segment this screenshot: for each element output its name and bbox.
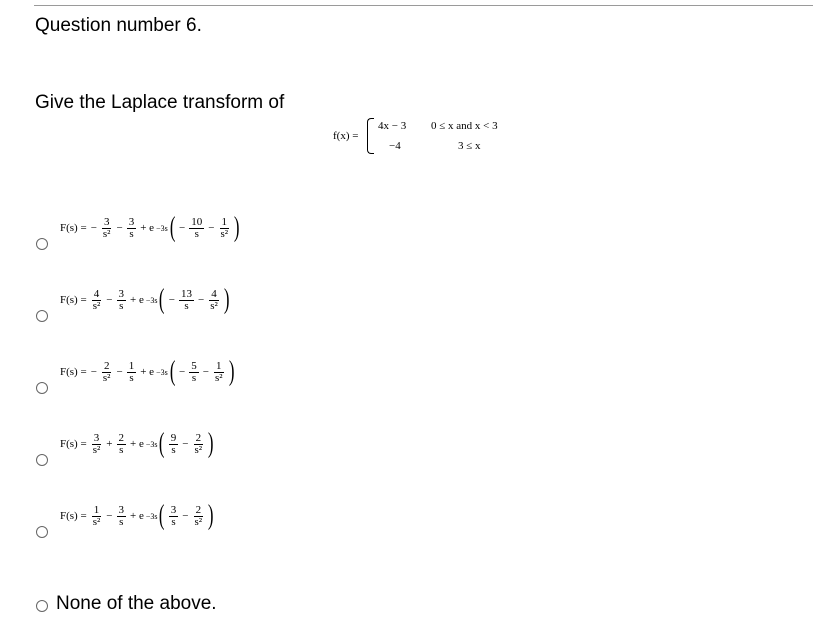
parenthesis: ) [223,284,230,315]
fraction [179,289,194,312]
operator: + e [140,366,155,378]
numerator: 1 [216,359,222,372]
operator: − [106,510,113,522]
fraction [213,361,225,384]
operator: + e [140,222,155,234]
denominator: s² [92,515,101,528]
operator: − [90,222,97,234]
fraction [193,433,205,456]
formula-lhs: F(s) = [60,366,87,378]
numerator: 3 [103,215,110,228]
fraction [169,433,179,456]
option-4-radio[interactable] [36,454,48,466]
operator: + e [130,294,144,306]
numerator: 2 [103,359,110,372]
parenthesis: ) [207,500,214,531]
operator: − [182,510,189,522]
numerator: 3 [93,431,100,444]
option-none-label[interactable]: None of the above. [56,593,217,614]
fraction [91,289,103,312]
option-1-formula[interactable] [60,214,241,242]
numerator: 1 [93,503,100,516]
numerator: 13 [181,287,193,300]
denominator: s [171,443,176,456]
numerator: 1 [221,215,227,228]
denominator: s [129,227,134,240]
fraction [91,505,103,528]
operator: − [208,222,215,234]
denominator: s [119,443,124,456]
numerator: 3 [118,287,124,300]
denominator: s² [194,515,203,528]
option-4-formula[interactable] [60,430,215,458]
option-5-formula[interactable] [60,502,215,530]
numerator: 1 [128,359,135,372]
fraction [117,505,127,528]
parenthesis: ( [159,428,165,459]
fraction [169,505,179,528]
denominator: s [194,227,199,240]
left-brace [367,118,374,154]
numerator: 3 [118,503,124,516]
parenthesis: ( [159,500,165,531]
fraction [189,217,204,240]
operator: − [198,294,205,306]
operator: + e [130,510,144,522]
piece-1-condition: 0 ≤ x and x < 3 [431,120,498,132]
parenthesis: ) [207,428,214,459]
piece-2-expr: −4 [389,140,401,152]
formula-lhs: F(s) = [60,222,87,234]
numerator: 10 [191,215,203,228]
fraction [189,361,199,384]
formula-lhs: F(s) = [60,438,87,450]
denominator: s² [102,227,111,240]
parenthesis: ( [169,212,176,243]
question-number: Question number 6. [35,15,202,36]
question-prompt: Give the Laplace transform of [35,92,285,113]
denominator: s [184,299,189,312]
numerator: 2 [118,431,124,444]
fraction [218,217,230,240]
operator: − [116,366,123,378]
denominator: s² [92,299,101,312]
denominator: s [171,515,176,528]
denominator: s [129,371,134,384]
exponent: −3s [145,295,158,305]
function-lhs: f(x) = [333,130,359,142]
denominator: s [119,299,124,312]
parenthesis: ) [233,212,240,243]
option-2-formula[interactable] [60,286,231,314]
fraction [91,433,103,456]
operator: − [182,438,189,450]
numerator: 3 [128,215,135,228]
denominator: s² [102,371,111,384]
denominator: s² [214,371,223,384]
formula-lhs: F(s) = [60,510,87,522]
fraction [208,289,220,312]
parenthesis: ) [228,356,235,387]
operator: − [168,294,176,306]
denominator: s² [194,443,203,456]
option-none-radio[interactable] [36,600,48,612]
option-3-formula[interactable] [60,358,236,386]
option-2-radio[interactable] [36,310,48,322]
operator: − [106,294,113,306]
denominator: s² [210,299,218,312]
operator: + [106,438,113,450]
fraction [127,361,137,384]
numerator: 4 [211,287,217,300]
exponent: −3s [145,511,158,521]
parenthesis: ( [169,356,176,387]
formula-lhs: F(s) = [60,294,87,306]
operator: − [116,222,123,234]
denominator: s² [220,227,229,240]
numerator: 4 [93,287,100,300]
fraction [193,505,205,528]
exponent: −3s [145,439,158,449]
numerator: 2 [195,503,202,516]
operator: − [202,366,209,378]
option-5-radio[interactable] [36,526,48,538]
numerator: 2 [195,431,202,444]
option-3-radio[interactable] [36,382,48,394]
operator: − [179,222,186,234]
operator: + e [130,438,144,450]
fraction [127,217,137,240]
parenthesis: ( [159,284,165,315]
piece-2-condition: 3 ≤ x [458,140,481,152]
fraction [117,433,127,456]
option-1-radio[interactable] [36,238,48,250]
fraction [101,361,113,384]
denominator: s [119,515,124,528]
numerator: 5 [191,359,197,372]
operator: − [179,366,186,378]
numerator: 3 [170,503,177,516]
operator: − [90,366,97,378]
exponent: −3s [156,223,168,233]
denominator: s² [92,443,101,456]
numerator: 9 [170,431,177,444]
piece-1-expr: 4x − 3 [378,120,407,132]
denominator: s [191,371,197,384]
top-divider [34,5,813,6]
fraction [101,217,113,240]
fraction [117,289,127,312]
exponent: −3s [156,367,168,377]
